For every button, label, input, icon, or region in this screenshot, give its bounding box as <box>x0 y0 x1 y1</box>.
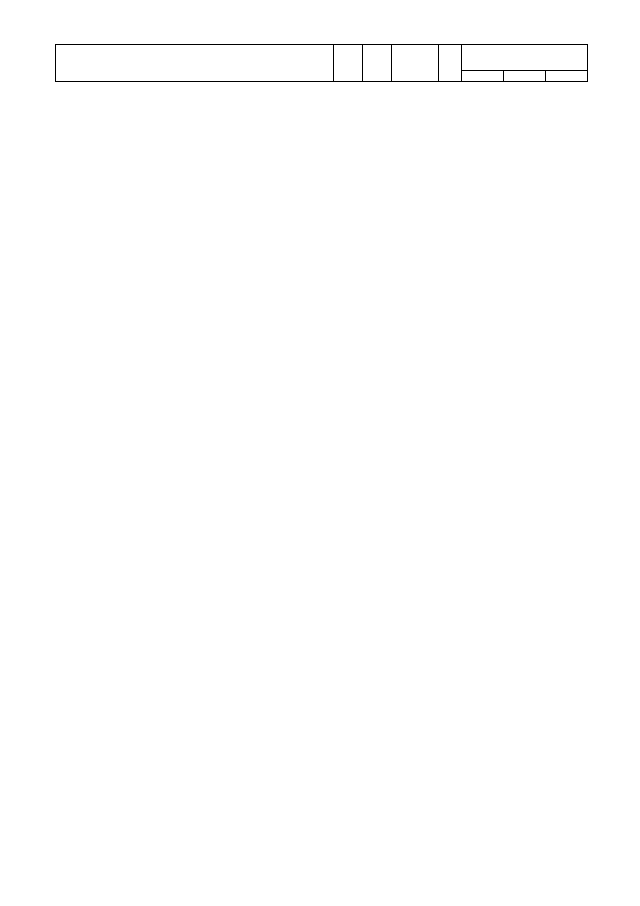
header-expense-type <box>439 45 462 82</box>
header-year-1 <box>462 71 504 82</box>
budget-table-wrapper <box>55 44 587 82</box>
header-year-3 <box>546 71 588 82</box>
header-name <box>56 45 334 82</box>
header-amount-group <box>462 45 588 71</box>
budget-table <box>55 44 588 82</box>
header-subsection <box>363 45 392 82</box>
header-year-2 <box>504 71 546 82</box>
header-section <box>334 45 363 82</box>
header-target-item <box>392 45 439 82</box>
table-header <box>56 45 588 82</box>
